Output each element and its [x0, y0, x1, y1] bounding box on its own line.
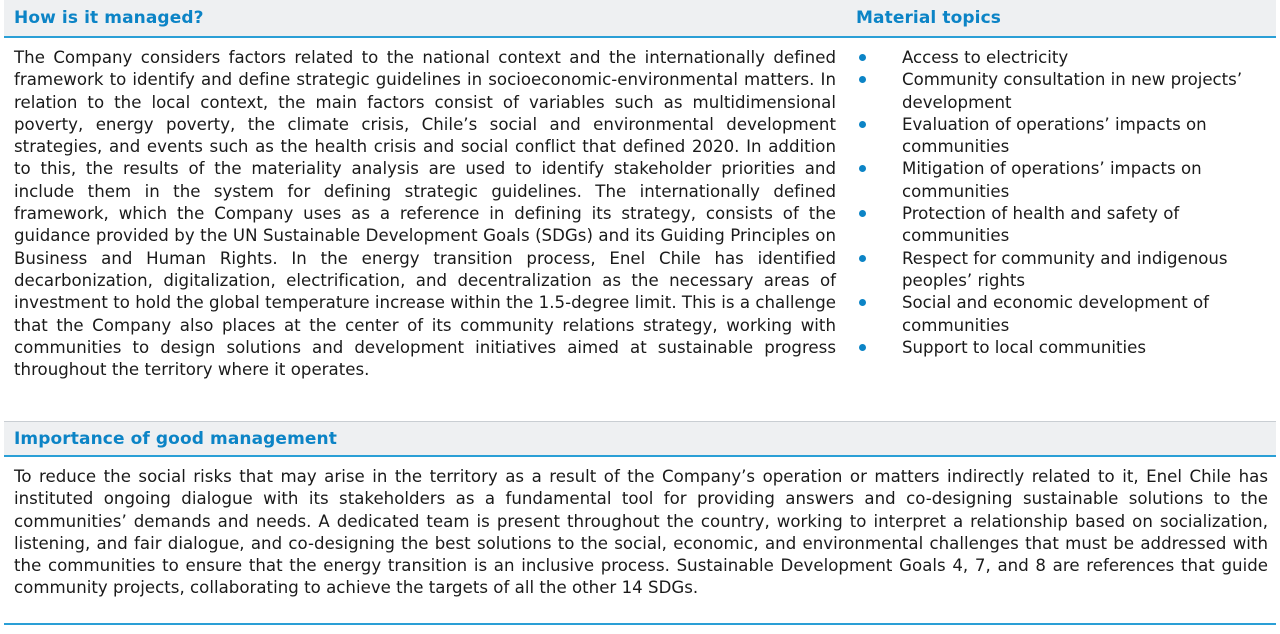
topic-label: Support to local communities [902, 337, 1146, 357]
topic-label: Community consultation in new projects’ development [902, 70, 1243, 112]
management-paragraph: The Company considers factors related to the national context and the internationally defined framework to identify and define strategic guidelines in socioeconomic-environmental matters. In relation to the local context, the main factors consist of variables such as multidimensional poverty, energy poverty, the climate crisis, Chile’s social and environmental development strategies, and events such as the health crisis and social conflict that defined 2020. In addition to this, the results of the materiality analysis are used to identify stakeholder priorities and include them in the system for defining strategic guidelines. The internationally defined framework, which the Company uses as a reference in defining its strategy, consists of the guidance provided by the UN Sustainable Development Goals (SDGs) and its Guiding Principles on Business and Human Rights. In the energy transition process, Enel Chile has identified decarbonization, digitalization, electrification, and decentralization as the necessary areas of investment to hold the global temperature increase within the 1.5-degree limit. This is a challenge that the Company also places at the center of its community relations strategy, working with communities to design solutions and development initiatives aimed at sustainable progress throughout the territory where it operates. [14, 48, 836, 380]
list-item [856, 47, 1270, 69]
list-item [856, 292, 1270, 337]
importance-paragraph: To reduce the social risks that may arise in the territory as a result of the Company’s operation or matters indirectly related to it, Enel Chile has instituted ongoing dialogue with its stakeholders as a fundamental tool for providing answers and co-designing sustainable solutions to the communities’ demands and needs. A dedicated team is present throughout the country, working to interpret a relationship based on socialization, listening, and fair dialogue, and co-designing the best solutions to the social, economic, and environmental challenges that must be addressed with the communities to ensure that the energy transition is an inclusive process. Sustainable Development Goals 4, 7, and 8 are references that guide community projects, collaborating to achieve the targets of all the other 14 SDGs. [14, 467, 1268, 598]
topic-label: Access to electricity [902, 48, 1069, 67]
bullet-icon [859, 76, 866, 83]
bullet-icon [859, 255, 866, 262]
list-item [856, 337, 1270, 359]
bullet-icon [859, 210, 866, 217]
topic-label: Protection of health and safety of communities [902, 204, 1180, 246]
header-right-cell [842, 8, 1276, 28]
management-row [4, 38, 1276, 421]
bullet-icon [859, 121, 866, 128]
header-left-cell [4, 8, 842, 28]
bullet-icon [859, 299, 866, 306]
list-item [856, 203, 1270, 248]
importance-cell [4, 457, 1276, 625]
topic-label: Social and economic development of communities [902, 293, 1210, 335]
material-topics-heading: Material topics [856, 8, 1001, 28]
bullet-icon [859, 165, 866, 172]
importance-header-row [4, 421, 1276, 457]
bullet-icon [859, 344, 866, 351]
how-managed-heading: How is it managed? [14, 8, 204, 28]
bullet-icon [859, 54, 866, 61]
topic-label: Mitigation of operations’ impacts on communities [902, 159, 1202, 201]
list-item [856, 69, 1270, 114]
topics-cell [842, 38, 1276, 421]
list-item [856, 114, 1270, 159]
material-topics-list [856, 47, 1270, 359]
list-item [856, 248, 1270, 293]
importance-heading: Importance of good management [14, 428, 337, 449]
list-item [856, 158, 1270, 203]
management-cell [4, 38, 842, 421]
topic-label: Evaluation of operations’ impacts on communities [902, 114, 1207, 157]
topic-label: Respect for community and indigenous peoples’ rights [902, 248, 1228, 290]
table-header-row [4, 0, 1276, 38]
